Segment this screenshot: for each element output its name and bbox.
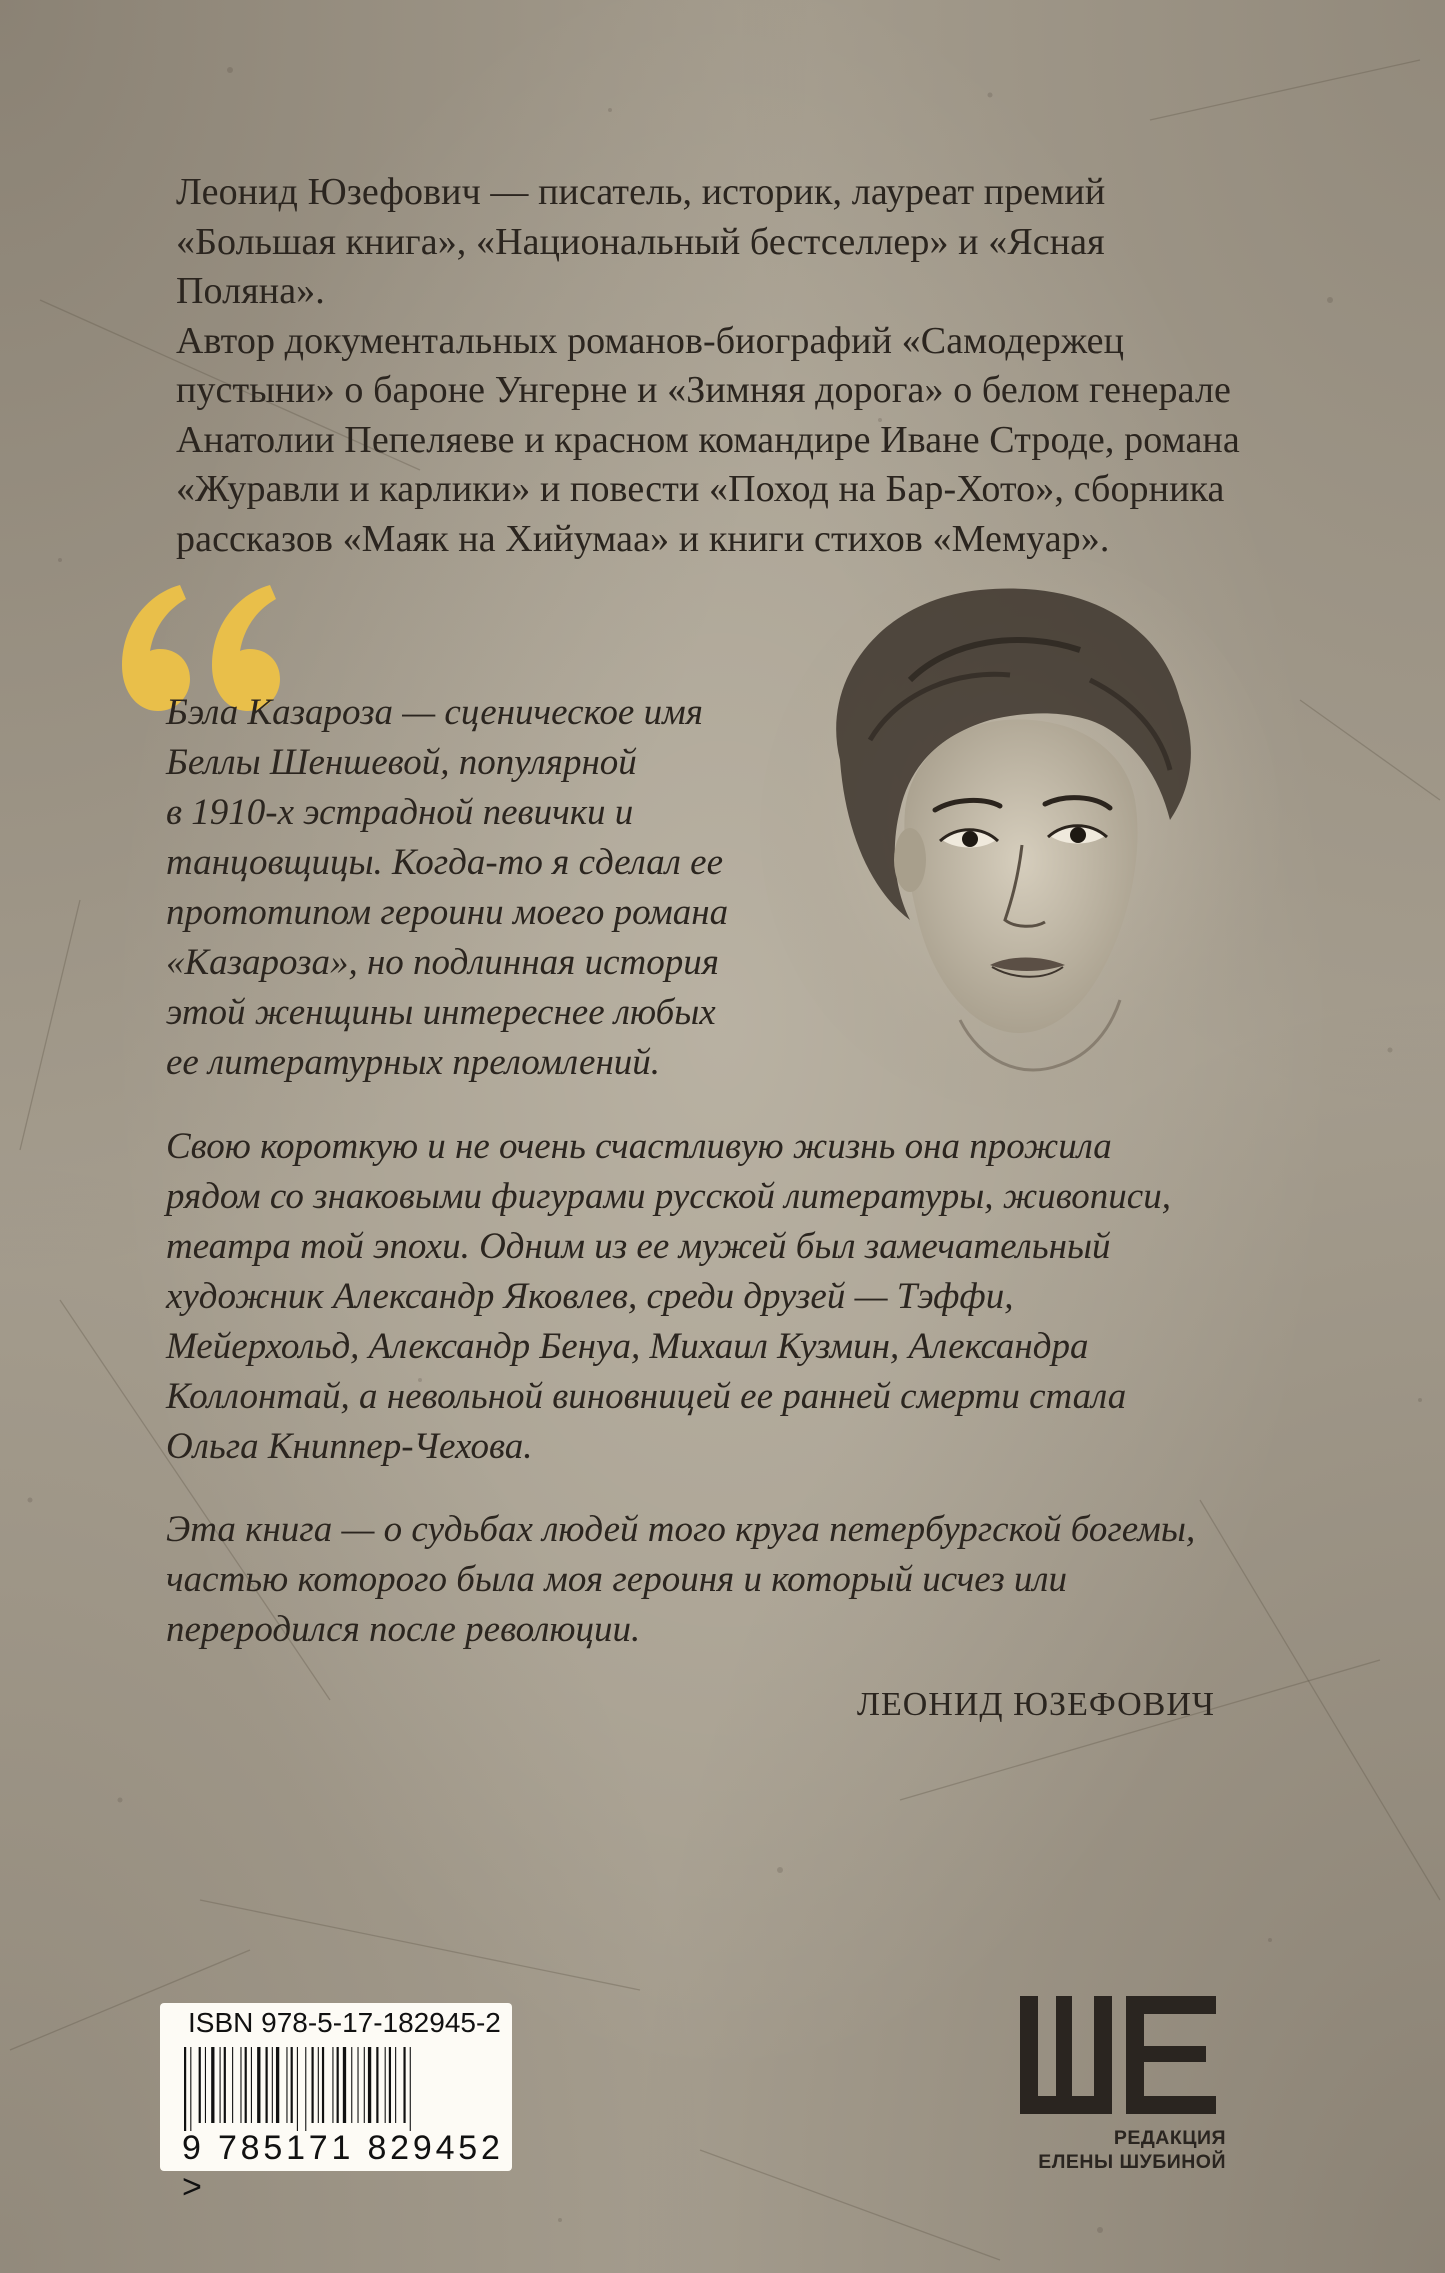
- barcode-bar: [190, 2047, 191, 2131]
- barcode-bar: [232, 2047, 233, 2123]
- barcode-bar: [245, 2047, 247, 2123]
- quote-line: Мейерхольд, Александр Бенуа, Михаил Кузмин, Александра: [166, 1326, 1089, 1367]
- barcode-bar: [332, 2047, 333, 2123]
- barcode-bar: [343, 2047, 346, 2123]
- barcode-bar: [240, 2047, 241, 2123]
- quote-line: этой женщины интереснее любых: [166, 992, 716, 1033]
- author-signature: ЛЕОНИД ЮЗЕФОВИЧ: [856, 1686, 1215, 1723]
- barcode-bar: [311, 2047, 313, 2123]
- barcode-bar: [364, 2047, 365, 2123]
- quote-line: прототипом героини моего романа: [166, 892, 729, 933]
- quote-line: частью которого была моя героиня и который исчез или: [166, 1559, 1068, 1600]
- barcode-bar: [403, 2047, 405, 2123]
- author-bio: [176, 168, 1256, 564]
- quote-line: Свою короткую и не очень счастливую жизнь она прожила: [166, 1126, 1112, 1167]
- barcode-bar: [389, 2047, 391, 2123]
- barcode-bar: [199, 2047, 201, 2123]
- isbn-barcode-box: [160, 2003, 512, 2206]
- isbn-label: ISBN 978-5-17-182945-2: [188, 2007, 501, 2038]
- barcode-bar: [385, 2047, 386, 2123]
- quote-line: Коллонтай, а невольной виновницей ее ранней смерти стала: [166, 1376, 1127, 1417]
- barcode-bar: [337, 2047, 339, 2123]
- barcode-bar: [368, 2047, 371, 2123]
- barcode-bar: [257, 2047, 260, 2123]
- quote-line: в 1910-х эстрадной певички и: [166, 792, 634, 833]
- barcode-bar: [357, 2047, 358, 2123]
- quote-line: художник Александр Яковлев, среди друзей — Тэффи,: [166, 1276, 1014, 1317]
- quote-line: «Казароза», но подлинная история: [166, 942, 719, 983]
- barcode-bar: [410, 2047, 411, 2131]
- barcode-bar: [184, 2047, 186, 2131]
- quote-paragraph-1: [166, 688, 766, 1088]
- bio-line: Анатолии Пепеляеве и красном командире Иване Строде, романа: [176, 418, 1240, 461]
- quote-line: танцовщицы. Когда-то я сделал ее: [166, 842, 723, 883]
- quote-line: переродился после революции.: [166, 1609, 641, 1650]
- barcode-bar: [205, 2047, 206, 2123]
- barcode-bar: [291, 2047, 293, 2123]
- barcode-bar: [351, 2047, 352, 2123]
- quote-line: Эта книга — о судьбах людей того круга петербургской богемы,: [166, 1509, 1196, 1550]
- barcode-bar: [376, 2047, 378, 2123]
- barcode-bar: [286, 2047, 287, 2123]
- bio-line: «Журавли и карлики» и повести «Поход на Бар-Хото», сборника: [176, 468, 1225, 510]
- barcode-bar: [220, 2047, 221, 2123]
- barcode-bar: [322, 2047, 324, 2123]
- quote-paragraph-2: [166, 1122, 1306, 1472]
- bio-line: Автор документальных романов-биографий «Самодержец: [176, 319, 1125, 362]
- bio-line: рассказов «Маяк на Хийумаа» и книги стихов «Мемуар».: [176, 517, 1110, 560]
- barcode-bar: [395, 2047, 396, 2123]
- quote-line: Беллы Шеншевой, популярной: [166, 742, 637, 783]
- quote-line: Ольга Книппер-Чехова.: [166, 1426, 533, 1467]
- barcode-bar: [224, 2047, 226, 2123]
- barcode-bar: [251, 2047, 252, 2123]
- barcode-bar: [297, 2047, 298, 2131]
- barcode-bar: [272, 2047, 273, 2123]
- quote-line: ее литературных преломлений.: [166, 1042, 661, 1083]
- bio-line: «Большая книга», «Национальный бестселлер» и «Ясная Поляна».: [176, 220, 1105, 312]
- barcode: [184, 2047, 484, 2131]
- quote-line: Бэла Казароза — сценическое имя: [166, 692, 703, 733]
- bio-line: пустыни» о бароне Унгерне и «Зимняя дорога» о белом генерале: [176, 369, 1231, 411]
- quote-line: театра той эпохи. Одним из ее мужей был замечательный: [166, 1226, 1111, 1267]
- barcode-digits: 9 785171 829452 >: [182, 2129, 504, 2206]
- barcode-bar: [276, 2047, 279, 2123]
- publisher-name: [1000, 2126, 1226, 2174]
- publisher-line-1: РЕДАКЦИЯ: [1113, 2127, 1226, 2149]
- quote-paragraph-3: [166, 1505, 1306, 1655]
- publisher-line-2: ЕЛЕНЫ ШУБИНОЙ: [1038, 2151, 1226, 2173]
- barcode-bar: [318, 2047, 319, 2123]
- barcode-bar: [211, 2047, 214, 2123]
- barcode-bar: [266, 2047, 268, 2123]
- portrait-drawing: [760, 560, 1280, 1120]
- quote-line: рядом со знаковыми фигурами русской литературы, живописи,: [166, 1176, 1171, 1217]
- barcode-bar: [305, 2047, 306, 2131]
- bio-line: Леонид Юзефович — писатель, историк, лауреат премий: [176, 171, 1106, 213]
